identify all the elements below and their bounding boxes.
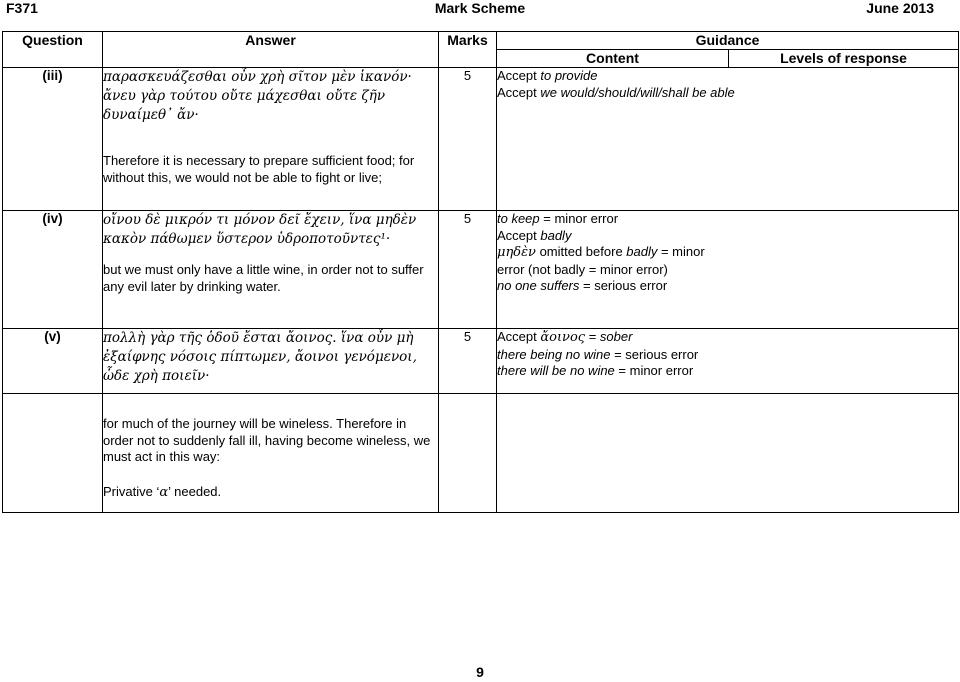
guidance-text: = minor	[657, 244, 705, 259]
guidance-text: there being no wine	[497, 346, 611, 362]
answer-cell	[103, 211, 439, 329]
col-header-content: Content	[497, 50, 729, 68]
marks-value: 5	[439, 68, 497, 394]
guidance-text: to provide	[540, 68, 598, 83]
guidance-text: no one suffers	[497, 278, 580, 293]
guidance-text: error (not	[497, 261, 555, 277]
guidance-text: = serious error	[610, 346, 699, 362]
table-row	[3, 329, 959, 513]
guidance-text: to keep	[497, 211, 540, 226]
page-number: 9	[476, 664, 484, 680]
question-number: (v)	[3, 329, 103, 513]
table-row	[3, 211, 959, 329]
guidance-text: Accept	[497, 68, 541, 83]
greek-text-line: παρασκευάζεσθαι οὖν χρὴ σῖτον μὲν ἱκανόν·	[103, 69, 412, 85]
guidance-greek: μηδὲν	[497, 245, 536, 260]
marks-value: 5	[439, 211, 497, 329]
col-header-levels: Levels of response	[729, 50, 959, 68]
doc-date: June 2013	[866, 0, 934, 16]
mark-scheme-table-continued	[2, 210, 959, 513]
guidance-text: we would/should/will/shall be able	[540, 84, 735, 100]
privative-note	[103, 484, 438, 502]
guidance-text: =	[585, 329, 600, 344]
question-number: (iii)	[3, 68, 103, 394]
english-translation: for much of the journey will be wineless. Therefore in order not to suddenly fall ill, having become wineless, we must act in this way:	[103, 416, 431, 464]
note-text: ’ needed.	[168, 483, 222, 499]
greek-text-line: κακὸν πάθωμεν ὕστερον ὑδροποτοῦντες¹·	[103, 231, 391, 247]
doc-title: Mark Scheme	[434, 0, 526, 16]
doc-code: F371	[6, 0, 38, 16]
greek-text-line: ἄνευ γὰρ τούτου οὔτε μάχεσθαι οὔτε ζῆν	[103, 88, 386, 104]
guidance-text: = serious error	[579, 278, 668, 293]
marks-value: 5	[439, 329, 497, 513]
greek-text-line: οἴνου δὲ μικρόν τι μόνον δεῖ ἔχειν, ἵνα μηδὲν	[103, 212, 417, 228]
english-translation: Therefore it is necessary to prepare sufficient food; for without this, we would not be able to fight or live;	[103, 153, 415, 185]
greek-text-line: ὧδε χρὴ ποιεῖν·	[103, 368, 210, 384]
guidance-greek: ἄοινος	[540, 330, 586, 345]
guidance-text: badly	[540, 227, 572, 243]
guidance-text: = minor error	[614, 363, 694, 378]
col-header-marks: Marks	[439, 32, 497, 68]
guidance-text: there will be no wine	[497, 363, 615, 378]
col-header-answer: Answer	[103, 32, 439, 68]
guidance-text: = minor error	[539, 211, 619, 226]
col-header-guidance: Guidance	[497, 32, 959, 50]
guidance-text: omitted before	[535, 244, 627, 259]
greek-text-line: πολλὴ γὰρ τῆς ὁδοῦ ἔσται ἄοινος. ἵνα οὖν μὴ	[103, 330, 414, 346]
note-greek: α	[159, 484, 169, 500]
guidance-text: Accept	[497, 329, 541, 344]
answer-cell	[103, 329, 439, 513]
question-number: (iv)	[3, 211, 103, 329]
greek-text-line: ἐξαίφνης νόσοις πίπτωμεν, ἄοινοι γενόμενοι,	[103, 349, 417, 365]
guidance-text: Accept	[497, 84, 541, 100]
guidance-text: Accept	[497, 227, 541, 243]
col-header-question: Question	[3, 32, 103, 68]
guidance-text: = minor error)	[585, 261, 668, 277]
greek-text-line: δυναίμεθ᾽ ἄν·	[103, 107, 199, 123]
guidance-text: sober	[599, 329, 633, 344]
guidance-cell	[497, 329, 959, 513]
table-header-row	[3, 32, 959, 50]
guidance-text: badly	[626, 244, 658, 259]
note-text: Privative ‘	[103, 483, 160, 499]
guidance-cell	[497, 211, 959, 329]
guidance-text: badly	[554, 261, 586, 277]
english-translation: but we must only have a little wine, in order not to suffer any evil later by drinking water.	[103, 262, 424, 294]
